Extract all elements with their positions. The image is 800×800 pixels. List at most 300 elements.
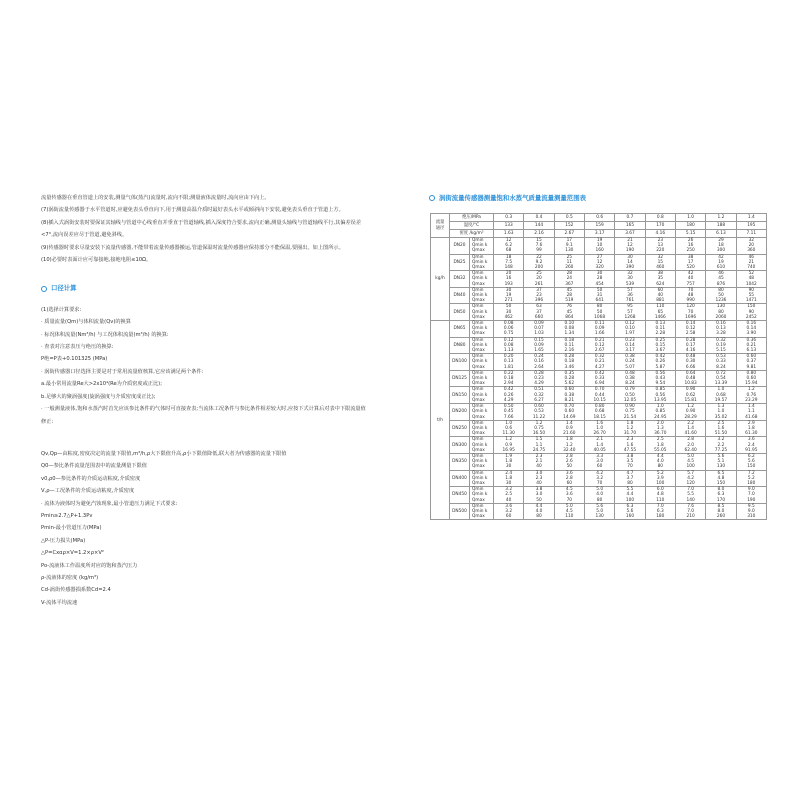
row-label: Qmax (472, 314, 485, 320)
table-row (431, 271, 767, 288)
value-text: 45 (566, 309, 573, 315)
value-text: 14.69 (563, 414, 576, 420)
row-label: Qmin k (472, 293, 488, 299)
diameter-cell: DN500 (450, 503, 470, 520)
value-text: 21.60 (563, 431, 576, 437)
value-cell (615, 287, 645, 304)
value-cell (584, 470, 614, 487)
value-cell (584, 503, 614, 520)
row-labels-cell (470, 238, 494, 255)
value-text: 367 (565, 281, 574, 287)
value-text: 200 (534, 265, 544, 271)
row-labels-cell (470, 437, 494, 454)
intro-line: 流量传感器在垂直管道上的安装,测量气体(蒸汽)流量时,流向不限;测量液体流量时,流向应由下向上。 (41, 195, 270, 201)
value-cell (524, 453, 554, 470)
value-text: 2452 (745, 314, 757, 320)
value-text: 757 (686, 281, 695, 287)
value-text: 0.09 (534, 321, 544, 327)
value-text: 0.12 (594, 342, 605, 348)
value-text: 660 (534, 314, 544, 320)
value-cell (706, 271, 736, 288)
value-text: 1.3 (656, 425, 664, 431)
formula-line: Po-流液体工作温度所对应的饱和蒸汽压力 (41, 562, 138, 569)
temp-cell: 180 (675, 222, 705, 230)
row-labels-cell (470, 370, 494, 387)
value-text: 4.4 (535, 503, 543, 509)
value-text: 210 (686, 514, 695, 520)
value-text: 3.2 (717, 437, 725, 443)
value-cell (554, 404, 584, 421)
value-text: 2.3 (535, 453, 543, 459)
pressure-cell: 0.3 (494, 214, 524, 222)
value-cell (645, 304, 675, 321)
row-labels-cell (470, 453, 494, 470)
value-cell (706, 404, 736, 421)
value-cell (736, 470, 766, 487)
value-text: 990 (686, 298, 695, 304)
calc-line: · 标况体积流量(Nm³/h) 与工况体积流量(m³/h) 的换算: (41, 331, 169, 338)
value-text: 9.0 (747, 487, 755, 493)
value-text: 0.51 (534, 387, 544, 393)
value-text: 0.11 (594, 321, 605, 327)
row-label: Qmin (472, 387, 484, 393)
value-cell (706, 487, 736, 504)
diameter-cell: DN300 (450, 437, 470, 454)
value-text: 26 (687, 238, 694, 243)
value-cell (645, 354, 675, 371)
value-text: 0.75 (503, 331, 514, 337)
density-cell: 6.13 (706, 230, 736, 238)
value-text: 4.8 (656, 492, 664, 498)
value-text: 120 (686, 304, 695, 310)
value-cell (494, 304, 524, 321)
row-labels-cell (470, 487, 494, 504)
value-text: 11.30 (502, 431, 515, 437)
value-text: 21 (627, 238, 633, 243)
value-cell (494, 337, 524, 354)
value-text: 190 (625, 248, 635, 254)
value-cell (524, 404, 554, 421)
formula-line: Q0—参比条件流量范围表中的流量测量下限值 (41, 463, 147, 470)
value-text: 0.60 (564, 387, 575, 393)
value-text: 0.24 (534, 354, 544, 360)
value-text: 5.6 (717, 453, 725, 459)
value-text: 17 (687, 259, 694, 265)
row-label: Qmin k (472, 459, 488, 465)
row-label: Qmax (472, 464, 485, 470)
value-text: 0.60 (534, 404, 544, 410)
value-text: 35.02 (714, 414, 728, 420)
calc-line: · 一般测量液体,饱和水蒸汽时首先应该参比条件的气体时可直接查表;当流体工况条件与参比条件相差较大时,应按下式计算后对表中下限流量值修正: (41, 406, 366, 425)
value-text: 610 (716, 265, 726, 271)
value-text: 90 (748, 287, 755, 293)
value-cell (615, 337, 645, 354)
value-text: 881 (656, 298, 665, 304)
intro-line: (7)涡街流量传感器于水平管道时,应避免表头垂直向下,用于测量高温介质时最好表头水平或倾斜向下安装,避免表头垂直于管道上方。 (41, 207, 344, 214)
value-text: 23.29 (745, 397, 758, 403)
value-text: 0.42 (594, 370, 605, 376)
value-cell (494, 503, 524, 520)
value-text: 0.07 (534, 326, 544, 332)
value-text: 5.0 (596, 508, 604, 514)
value-text: 0.45 (503, 409, 514, 415)
value-text: 80 (596, 304, 603, 310)
value-text: 19.57 (714, 397, 728, 403)
value-text: 50 (596, 287, 603, 293)
value-text: 250 (686, 248, 695, 254)
value-text: 21.54 (623, 414, 637, 420)
row-label: Qmax (472, 348, 485, 354)
density-cell: 4.16 (645, 230, 675, 238)
value-text: 0.50 (625, 392, 635, 398)
diameter-cell: DN250 (450, 420, 470, 437)
value-cell (675, 370, 705, 387)
density-cell: 7.11 (736, 230, 766, 238)
value-text: 2.8 (565, 475, 573, 481)
value-text: 47.55 (623, 447, 637, 453)
row-labels-cell (470, 254, 494, 271)
value-text: 2.4 (505, 470, 513, 476)
value-text: 0.08 (503, 342, 514, 348)
value-cell (736, 271, 766, 288)
value-cell (494, 271, 524, 288)
value-text: 37 (536, 287, 542, 293)
value-text: 1.81 (503, 364, 514, 370)
row-label: Qmax (472, 414, 485, 420)
value-text: 1.2 (626, 425, 634, 431)
value-cell (584, 370, 614, 387)
value-text: 310 (747, 514, 756, 520)
row-label: Qmin (472, 321, 484, 327)
value-text: 42 (687, 271, 694, 277)
row-label: Qmax (472, 447, 485, 453)
value-text: 2.0 (656, 420, 664, 426)
value-text: 130 (716, 464, 726, 470)
row-label: Qmin (472, 238, 484, 243)
row-label: Qmin k (472, 492, 488, 498)
value-text: 7.0 (747, 492, 755, 498)
value-text: 460 (656, 265, 665, 271)
value-text: 2.0 (687, 442, 695, 448)
value-text: 0.6 (505, 425, 513, 431)
value-text: 24.75 (532, 447, 546, 453)
value-text: 1.8 (747, 425, 755, 431)
value-cell (736, 287, 766, 304)
value-cell (524, 354, 554, 371)
value-text: 2.5 (656, 437, 664, 443)
value-cell (706, 453, 736, 470)
value-text: 3.2 (505, 487, 513, 493)
value-text: 0.90 (685, 409, 696, 415)
value-cell (645, 487, 675, 504)
value-cell (554, 387, 584, 404)
value-text: 1.8 (565, 437, 573, 443)
value-text: 8.0 (717, 508, 725, 514)
value-cell (736, 337, 766, 354)
diameter-cell: DN400 (450, 470, 470, 487)
value-text: 0.72 (716, 370, 726, 376)
value-text: 5.6 (596, 503, 604, 509)
value-text: 0.48 (685, 354, 696, 360)
value-text: 2.9 (747, 420, 755, 426)
value-cell (554, 238, 584, 255)
value-text: 4.2 (596, 470, 604, 476)
pressure-cell: 0.5 (554, 214, 584, 222)
value-text: 36.70 (654, 431, 667, 437)
value-text: 80 (596, 497, 603, 503)
value-text: 3.7 (626, 475, 634, 481)
temp-cell: 165 (615, 222, 645, 230)
value-text: 0.60 (746, 354, 757, 360)
value-text: 40.05 (593, 447, 606, 453)
value-text: 2.58 (685, 331, 696, 337)
value-cell (675, 304, 705, 321)
value-text: 36 (627, 293, 633, 299)
value-text: 45 (718, 276, 724, 282)
value-text: 1268 (624, 314, 636, 320)
row-label: Qmin (472, 487, 484, 493)
value-text: 1.4 (747, 404, 755, 410)
value-text: 48 (748, 276, 755, 282)
value-text: 4.0 (535, 508, 543, 514)
value-text: 77.25 (714, 447, 728, 453)
formula-line: Cd-涡街传感器损系数Cd=2.4 (41, 587, 111, 594)
value-text: 25 (536, 271, 542, 277)
value-text: 0.56 (655, 370, 666, 376)
value-cell (675, 271, 705, 288)
value-text: 170 (716, 497, 726, 503)
value-text: 18.15 (593, 414, 606, 420)
value-text: 25 (566, 254, 573, 260)
value-text: 120 (686, 480, 695, 486)
value-text: 19 (505, 293, 512, 299)
value-text: 0.64 (685, 370, 696, 376)
value-text: 3.46 (564, 364, 575, 370)
value-text: 5.87 (655, 364, 666, 370)
value-cell (584, 304, 614, 321)
value-text: 130 (565, 248, 574, 254)
value-text: 0.80 (746, 370, 757, 376)
circle-bullet-icon (429, 195, 435, 201)
table-row (431, 304, 767, 321)
value-text: 5.15 (716, 348, 726, 354)
row-label: Qmax (472, 364, 485, 370)
value-text: 1.1 (747, 409, 755, 415)
value-text: 0.70 (594, 387, 605, 393)
value-text: 3.8 (535, 487, 543, 493)
value-text: 6.66 (685, 364, 696, 370)
value-text: 0.11 (655, 326, 666, 332)
table-row (431, 238, 767, 255)
value-text: 0.30 (685, 359, 696, 365)
value-text: 148 (504, 265, 513, 271)
value-cell (645, 287, 675, 304)
value-text: 23 (536, 293, 542, 299)
value-cell (706, 420, 736, 437)
value-text: 55 (748, 293, 755, 299)
row-label: Qmin (472, 420, 484, 426)
value-text: 60 (566, 480, 573, 486)
value-text: 76 (566, 304, 573, 310)
value-cell (645, 470, 675, 487)
value-text: 3.67 (655, 348, 666, 354)
value-text: 180 (656, 514, 665, 520)
table-row (431, 437, 767, 454)
circle-bullet-icon (41, 286, 47, 292)
value-text: 21 (748, 259, 755, 265)
value-cell (645, 437, 675, 454)
value-text: 40 (687, 276, 694, 282)
value-cell (554, 470, 584, 487)
value-text: 57 (627, 309, 633, 315)
row-label: Qmin (472, 437, 484, 443)
value-text: 4.29 (503, 397, 514, 403)
intro-line: (9)传感器时要求尽量安装下流量传感器,不能带着流量传感器搬运,管道保温时流量传感器应保持部分不能保温,要圈出。如上图所示。 (41, 244, 344, 251)
formula-line: · 流体为液体时为避免汽蚀现象,最小管道压力满足下式要求: (41, 500, 178, 507)
row-label: Qmin (472, 337, 484, 343)
value-text: 1.2 (505, 437, 513, 443)
value-text: 29 (718, 238, 724, 243)
value-text: 20 (536, 276, 542, 282)
value-text: 42 (718, 254, 724, 260)
row-label: Qmax (472, 397, 485, 403)
value-text: 30 (505, 464, 512, 470)
value-text: 0.75 (534, 425, 544, 431)
value-text: 100 (625, 497, 635, 503)
table-row (431, 354, 767, 371)
value-text: 15.81 (684, 397, 697, 403)
value-text: 80 (718, 287, 724, 293)
value-text: 5.0 (596, 487, 604, 493)
value-text: 0.23 (534, 376, 544, 382)
value-text: 0.44 (594, 392, 605, 398)
value-text: 0.79 (625, 387, 635, 393)
value-text: 2.67 (594, 348, 605, 354)
value-text: 3.17 (625, 348, 635, 354)
table-heading (429, 193, 586, 202)
value-cell (615, 487, 645, 504)
value-cell (554, 321, 584, 338)
value-cell (736, 370, 766, 387)
value-cell (645, 271, 675, 288)
value-text: 1466 (654, 314, 666, 320)
table-row (431, 503, 767, 520)
left-column (41, 192, 366, 609)
value-text: 41.60 (684, 431, 697, 437)
value-text: 0.33 (594, 376, 605, 382)
value-cell (706, 437, 736, 454)
value-text: 0.14 (746, 326, 757, 332)
value-text: 4.0 (596, 492, 604, 498)
value-cell (675, 470, 705, 487)
value-text: 7.6 (535, 243, 543, 249)
value-cell (645, 370, 675, 387)
value-text: 19 (596, 238, 603, 243)
value-text: 260 (565, 265, 574, 271)
value-cell (675, 354, 705, 371)
calc-line: · 质量流量(Qm)与体积流量(Qv)的换算 (41, 319, 131, 326)
section-heading (41, 282, 366, 294)
value-cell (675, 487, 705, 504)
row-label: Qmin (472, 254, 484, 260)
value-text: 0.18 (503, 376, 514, 382)
value-text: 5.7 (687, 470, 695, 476)
value-text: 32 (627, 271, 633, 277)
value-cell (706, 238, 736, 255)
value-text: 110 (565, 514, 574, 520)
value-cell (615, 304, 645, 321)
value-cell (736, 453, 766, 470)
table-row (431, 453, 767, 470)
row-label: Qmin k (472, 259, 488, 265)
value-text: 10 (596, 243, 603, 249)
value-text: 41.68 (745, 414, 758, 420)
row-label: Qmin (472, 404, 484, 410)
value-cell (615, 453, 645, 470)
value-text: 0.48 (685, 376, 696, 382)
value-text: 30 (505, 287, 512, 293)
value-text: 0.62 (685, 392, 696, 398)
value-text: 20 (748, 243, 755, 249)
table-row (431, 321, 767, 338)
value-text: 55.05 (654, 447, 667, 453)
value-text: 0.75 (625, 409, 635, 415)
density-cell: 2.67 (554, 230, 584, 238)
value-cell (736, 254, 766, 271)
temp-cell: 133 (494, 222, 524, 230)
value-cell (584, 354, 614, 371)
value-cell (736, 321, 766, 338)
diameter-cell: DN450 (450, 487, 470, 504)
row-labels-cell (470, 503, 494, 520)
diameter-cell: DN32 (450, 271, 470, 288)
value-text: 37 (536, 309, 542, 315)
diameter-cell: DN125 (450, 370, 470, 387)
calc-line: a.最小常用流量Re大>2x10⁴(Re为介质密度或正比); (41, 381, 162, 388)
value-text: 50 (718, 293, 724, 299)
table-row (431, 287, 767, 304)
value-text: 5.0 (565, 503, 573, 509)
header-density-label: 密度 /kg/m³ (450, 230, 494, 238)
value-text: 5.2 (656, 470, 664, 476)
value-text: 864 (565, 314, 574, 320)
row-label: Qmax (472, 480, 485, 486)
value-text: 0.24 (625, 359, 635, 365)
value-text: 2.8 (687, 437, 695, 443)
value-cell (675, 404, 705, 421)
value-text: 4.29 (534, 381, 544, 387)
value-text: 62.40 (684, 447, 697, 453)
value-text: 1.97 (625, 331, 635, 337)
value-cell (675, 503, 705, 520)
value-text: 4.4 (626, 492, 634, 498)
value-text: 1068 (594, 314, 606, 320)
value-text: 23 (657, 238, 664, 243)
value-text: 5.07 (625, 364, 635, 370)
value-cell (615, 354, 645, 371)
value-text: 0.28 (564, 354, 575, 360)
row-label: Qmin k (472, 243, 488, 249)
value-text: 0.16 (534, 359, 544, 365)
table-header (431, 214, 767, 238)
table-title: 涡街流量传感器测量饱和水蒸气质量流量测量范围表 (439, 194, 586, 202)
value-cell (645, 420, 675, 437)
value-text: 2.64 (534, 364, 544, 370)
unit-cell: kg/h (431, 238, 450, 321)
value-text: 100 (656, 480, 665, 486)
value-text: 50 (505, 304, 512, 310)
calc-line: · 查表对注意表压与绝压的换算: (41, 344, 114, 351)
